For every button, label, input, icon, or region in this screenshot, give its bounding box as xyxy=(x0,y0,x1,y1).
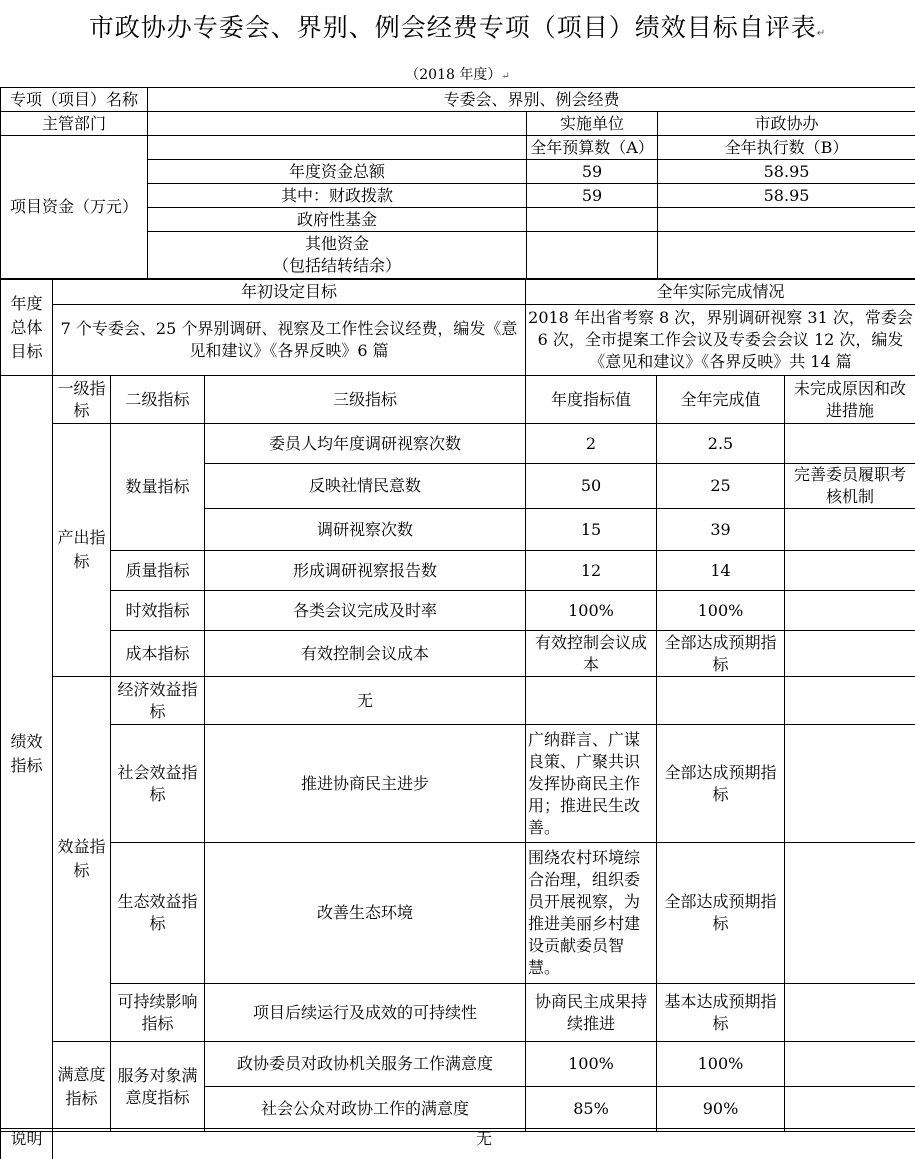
funds-row-executed xyxy=(658,208,915,232)
level2-quantity: 数量指标 xyxy=(111,424,205,551)
note-value: 无 xyxy=(53,1129,915,1159)
table-row-target: 12 xyxy=(526,551,657,591)
funds-row-name: 政府性基金 xyxy=(148,208,527,232)
table-row-name: 调研视察次数 xyxy=(205,509,526,551)
table-row-actual: 100% xyxy=(657,1042,785,1087)
header-reason: 未完成原因和改进措施 xyxy=(785,376,915,424)
table-row-reason xyxy=(785,1042,915,1087)
table-row-target: 围绕农村环境综合治理，组织委员开展视察，为推进美丽乡村建设贡献委员智慧。 xyxy=(526,843,657,984)
table-row-reason xyxy=(785,984,915,1042)
table-row-name: 无 xyxy=(205,677,526,725)
indicator-table xyxy=(0,375,915,1132)
table-row-target: 广纳群言、广谋良策、广聚共识发挥协商民主作用；推进民生改善。 xyxy=(526,725,657,843)
table-row-target: 协商民主成果持续推进 xyxy=(526,984,657,1042)
table-row-name: 项目后续运行及成效的可持续性 xyxy=(205,984,526,1042)
table-row-target: 2 xyxy=(526,424,657,464)
table-row-target xyxy=(526,677,657,725)
table-row-actual: 25 xyxy=(657,464,785,509)
page-subtitle: （2018 年度）↵ xyxy=(0,64,915,84)
group-satisfaction: 满意度指标 xyxy=(53,1042,111,1132)
dept-label: 主管部门 xyxy=(1,112,148,136)
table-row-reason xyxy=(785,843,915,984)
funds-header-executed: 全年执行数（B） xyxy=(658,136,915,160)
goal-done-text: 2018 年出省考察 8 次，界别调研视察 31 次，常委会 6 次，全市提案工作会议及专委会会议 12 次，编发《意见和建议》《各界反映》共 14 篇 xyxy=(526,305,915,376)
table-row-actual: 全部达成预期指标 xyxy=(657,843,785,984)
impl-unit-value: 市政协办 xyxy=(658,112,915,136)
level2-economic: 经济效益指标 xyxy=(111,677,205,725)
evaluation-table xyxy=(0,87,915,279)
goals-table xyxy=(0,279,915,376)
table-row-reason xyxy=(785,591,915,631)
header-level1: 一级指标 xyxy=(53,376,111,424)
table-row-reason xyxy=(785,509,915,551)
goal-set-text: 7 个专委会、25 个界别调研、视察及工作性会议经费，编发《意见和建议》《各界反映》6 篇 xyxy=(53,305,526,376)
table-row-name: 政协委员对政协机关服务工作满意度 xyxy=(205,1042,526,1087)
funds-row-budget xyxy=(527,232,658,279)
table-row-reason xyxy=(785,631,915,677)
table-row-actual: 100% xyxy=(657,591,785,631)
level2-sustainable: 可持续影响指标 xyxy=(111,984,205,1042)
table-row-actual xyxy=(657,677,785,725)
funds-row-executed: 58.95 xyxy=(658,160,915,184)
goal-set-header: 年初设定目标 xyxy=(53,280,526,305)
funds-row-name: 其中：财政拨款 xyxy=(148,184,527,208)
project-name-label: 专项（项目）名称 xyxy=(1,88,148,112)
dept-value xyxy=(148,112,527,136)
table-row-target: 50 xyxy=(526,464,657,509)
group-output: 产出指标 xyxy=(53,424,111,677)
table-row-name: 反映社情民意数 xyxy=(205,464,526,509)
level2-service: 服务对象满意度指标 xyxy=(111,1042,205,1132)
table-row-reason xyxy=(785,1087,915,1132)
impl-unit-label: 实施单位 xyxy=(527,112,658,136)
level2-quality: 质量指标 xyxy=(111,551,205,591)
header-level2: 二级指标 xyxy=(111,376,205,424)
table-row-actual: 基本达成预期指标 xyxy=(657,984,785,1042)
table-row-name: 社会公众对政协工作的满意度 xyxy=(205,1087,526,1132)
annual-goal-label: 年度总体目标 xyxy=(1,280,53,376)
table-row-actual: 全部达成预期指标 xyxy=(657,631,785,677)
level2-ecological: 生态效益指标 xyxy=(111,843,205,984)
table-row-reason xyxy=(785,725,915,843)
table-row-target: 15 xyxy=(526,509,657,551)
header-actual: 全年完成值 xyxy=(657,376,785,424)
funds-header-blank xyxy=(148,136,527,160)
table-row-name: 委员人均年度调研视察次数 xyxy=(205,424,526,464)
level2-social: 社会效益指标 xyxy=(111,725,205,843)
table-row-reason xyxy=(785,677,915,725)
funds-row-name: 年度资金总额 xyxy=(148,160,527,184)
funds-row-executed xyxy=(658,232,915,279)
funds-row-name: 其他资金 （包括结转结余） xyxy=(148,232,527,279)
table-row-actual: 90% xyxy=(657,1087,785,1132)
level2-timeliness: 时效指标 xyxy=(111,591,205,631)
funds-row-executed: 58.95 xyxy=(658,184,915,208)
table-row-name: 有效控制会议成本 xyxy=(205,631,526,677)
table-row-actual: 39 xyxy=(657,509,785,551)
table-row-name: 各类会议完成及时率 xyxy=(205,591,526,631)
level2-cost: 成本指标 xyxy=(111,631,205,677)
table-row-reason xyxy=(785,551,915,591)
header-level3: 三级指标 xyxy=(205,376,526,424)
table-row-target: 100% xyxy=(526,591,657,631)
table-row-name: 形成调研视察报告数 xyxy=(205,551,526,591)
note-label: 说明 xyxy=(1,1129,53,1159)
note-table xyxy=(0,1128,915,1159)
funds-header-budget: 全年预算数（A） xyxy=(527,136,658,160)
header-target: 年度指标值 xyxy=(526,376,657,424)
funds-row-budget: 59 xyxy=(527,160,658,184)
group-benefit: 效益指标 xyxy=(53,677,111,1042)
table-row-target: 100% xyxy=(526,1042,657,1087)
table-row-name: 推进协商民主进步 xyxy=(205,725,526,843)
funds-label: 项目资金（万元） xyxy=(1,136,148,279)
table-row-target: 85% xyxy=(526,1087,657,1132)
table-row-actual: 2.5 xyxy=(657,424,785,464)
table-row-reason: 完善委员履职考核机制 xyxy=(785,464,915,509)
table-row-reason xyxy=(785,424,915,464)
project-name-value: 专委会、界别、例会经费 xyxy=(148,88,915,112)
goal-done-header: 全年实际完成情况 xyxy=(526,280,915,305)
table-row-actual: 14 xyxy=(657,551,785,591)
table-row-actual: 全部达成预期指标 xyxy=(657,725,785,843)
page-title: 市政协办专委会、界别、例会经费专项（项目）绩效目标自评表↵ xyxy=(0,8,915,44)
table-row-target: 有效控制会议成本 xyxy=(526,631,657,677)
table-row-name: 改善生态环境 xyxy=(205,843,526,984)
indicator-label: 绩效指标 xyxy=(1,376,53,1132)
funds-row-budget: 59 xyxy=(527,184,658,208)
funds-row-budget xyxy=(527,208,658,232)
